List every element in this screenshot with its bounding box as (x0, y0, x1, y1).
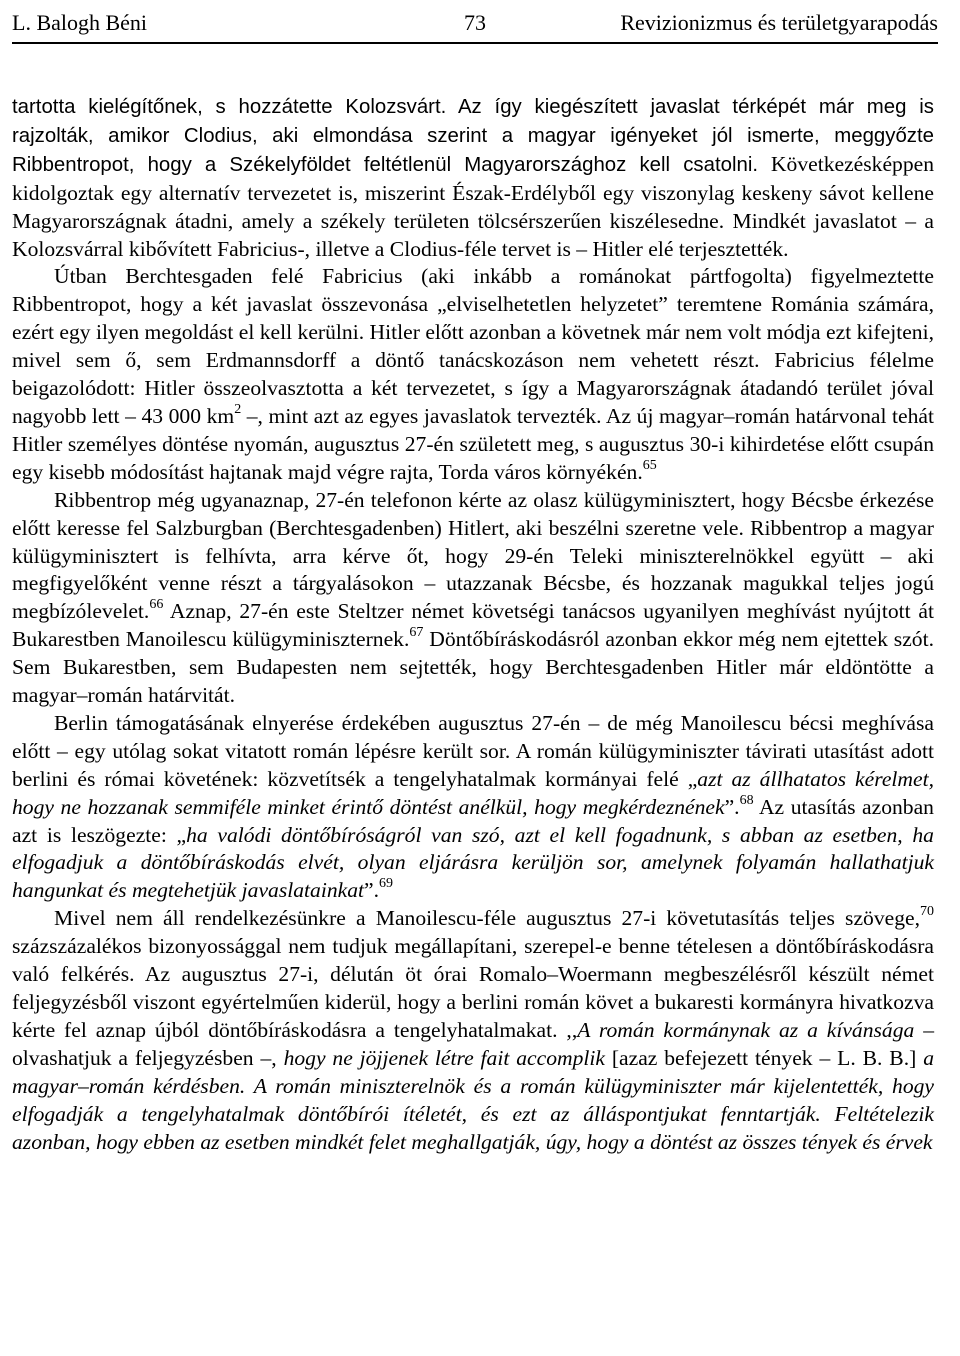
footnote-ref: 67 (409, 625, 424, 641)
text-run: Berlin támogatásának elnyerése érdekében augusztus 27-én – de még Manoilescu bécsi meghívása előtt – egy utólag sokat vitatott román lépésre került sor. A román külügyminiszter távirati utasítást adott berlini és római követének: közvetítsék a tengelyhatalmak kormányai felé „ (12, 710, 934, 791)
text-run: –, mint azt az egyes javaslatok tervezték. Az új magyar–román határvonal tehát Hitler személyes döntése nyomán, augusztus 27-én született meg, s augusztus 30-i kihirdetése előtt csupán egy kisebb módosítást hajtanak majd végre rajta, Torda város környékén. (12, 403, 934, 484)
footnote-ref: 68 (739, 792, 754, 808)
quoted-text: ha valódi döntőbíróságról van szó, azt el kell fogadnunk, s abban az esetben, ha elfogadjuk a döntőbíráskodás elvét, olyan eljárásra kerüljön sor, amelynek folyamán hallathatjuk hangunkat és megtehetjük javaslatainkat (12, 822, 934, 903)
text-run: Az utasítás azonban azt is leszögezte: „ (12, 794, 934, 847)
paragraph-4 (12, 710, 934, 905)
text-run: ”. (724, 794, 740, 819)
body-text (12, 93, 934, 1156)
header-title: Revizionizmus és területgyarapodás (620, 10, 938, 35)
footnote-ref: 2 (234, 402, 242, 418)
footnote-ref: 69 (379, 876, 394, 892)
text-run: százszázalékos bizonyossággal nem tudjuk megállapítani, szerepel-e benne tételesen a döntőbíráskodásra való felkérés. Az augusztus 27-i, délután öt órai Romalo–Woermann megbeszélésről készült német feljegyzésből viszont egyértelműen kiderül, hogy a berlini román követ a bukaresti kormányra hivatkozva kérte fel aznap újból döntőbíráskodásra a tengelyhatalmakat. ,, (12, 934, 934, 1042)
text-run: Döntőbíráskodásról azonban ekkor még nem ejtettek szót. Sem Bukarestben, sem Budapesten nem sejtették, hogy Berchtesgadenben Hitler már eldöntötte a magyar–román határvitát. (12, 627, 934, 708)
quoted-text: a magyar–román kérdésben. A román miniszterelnök és a román külügyminiszter már kijelentették, hogy elfogadják a tengelyhatalmak döntőbírói ítéletét, és ezt az álláspontjukat fenntartják. Feltételezik azonban, hogy ebben az esetben mindkét felet meghallgatják, úgy, hogy a döntést az összes tények és érvek (12, 1045, 934, 1154)
paragraph-2 (12, 263, 934, 486)
header-author: L. Balogh Béni (12, 10, 148, 35)
text-run: [azaz befejezett tények – L. B. B.] (604, 1045, 924, 1070)
text-run: Mivel nem áll rendelkezésünkre a Manoilescu-féle augusztus 27-i követutasítás teljes szövege, (54, 906, 920, 931)
footnote-ref: 65 (642, 457, 657, 473)
text-run: – olvashatjuk a feljegyzésben –, (12, 1017, 934, 1070)
footnote-ref: 70 (920, 904, 934, 920)
page-number: 73 (464, 10, 486, 35)
running-header (12, 8, 938, 44)
quoted-text: hogy ne jöjjenek létre fait accomplik (283, 1045, 605, 1070)
paragraph-1 (12, 93, 934, 263)
text-run: Következésképpen kidolgoztak egy alternatív tervezetet is, miszerint Észak-Erdélyből egy viszonylag keskeny sávot kellene Magyarországnak átadni, amely a székely területen tölcsérszerűen kiszélesedne. Mindkét javaslatot – a Kolozsvárral kibővített Fabricius-, illetve a Clodius-féle tervet is – Hitler elé terjesztették. (12, 151, 935, 261)
footnote-ref: 66 (149, 597, 164, 613)
quoted-text: azt az állhatatos kérelmet, hogy ne hozzanak semmiféle minket érintő döntést anélkül, hogy megkérdeznének (12, 766, 934, 819)
paragraph-5 (12, 905, 934, 1156)
text-run: ”. (364, 878, 380, 903)
paragraph-3 (12, 487, 934, 710)
text-run: tartotta kielégítőnek, s hozzátette Kolozsvárt. Az így kiegészített javaslat térképét már meg is rajzolták, amikor Clodius, aki elmondása szerint a magyar igényeket jól ismerte, meggyőzte Ribbentropot, hogy a Székelyföldet feltétlenül Magyarországhoz kell csatolni. (12, 96, 934, 176)
text-run: Aznap, 27-én este Steltzer német követségi tanácsos ugyanilyen meghívást nyújtott át Bukarestben Manoilescu külügyminiszternek. (12, 599, 934, 652)
quoted-text: A román kormánynak az a kívánsága (577, 1017, 915, 1042)
text-run: Ribbentrop még ugyanaznap, 27-én telefonon kérte az olasz külügyminisztert, hogy Bécsbe érkezése előtt keresse fel Salzburgban (Berchtesgadenben) Hitlert, aki beszélni szeretne vele. Ribbentrop a magyar külügyminisztert is felhívta, arra kérve őt, hogy 29-én Teleki miniszterelnökkel együtt – aki megfigyelőként venne részt a tárgyalásokon – utazzanak Bécsbe, és hozzanak magukkal teljes jogú megbízólevelet. (12, 487, 934, 624)
text-run: Útban Berchtesgaden felé Fabricius (aki inkább a románokat pártfogolta) figyelmeztette Ribbentropot, hogy a két javaslat összevonása „elviselhetetlen helyzetet” teremtene Románia számára, ezért egy ilyen megoldást el kell kerülni. Hitler előtt azonban a követnek már nem volt módja ezt kifejteni, mivel sem ő, sem Erdmannsdorff a döntő tanácskozáson nem vehetett részt. Fabricius félelme beigazolódott: Hitler összeolvasztotta a két tervezetet, s így a Magyarországnak átadandó terület jóval nagyobb lett – 43 000 km (12, 264, 934, 428)
